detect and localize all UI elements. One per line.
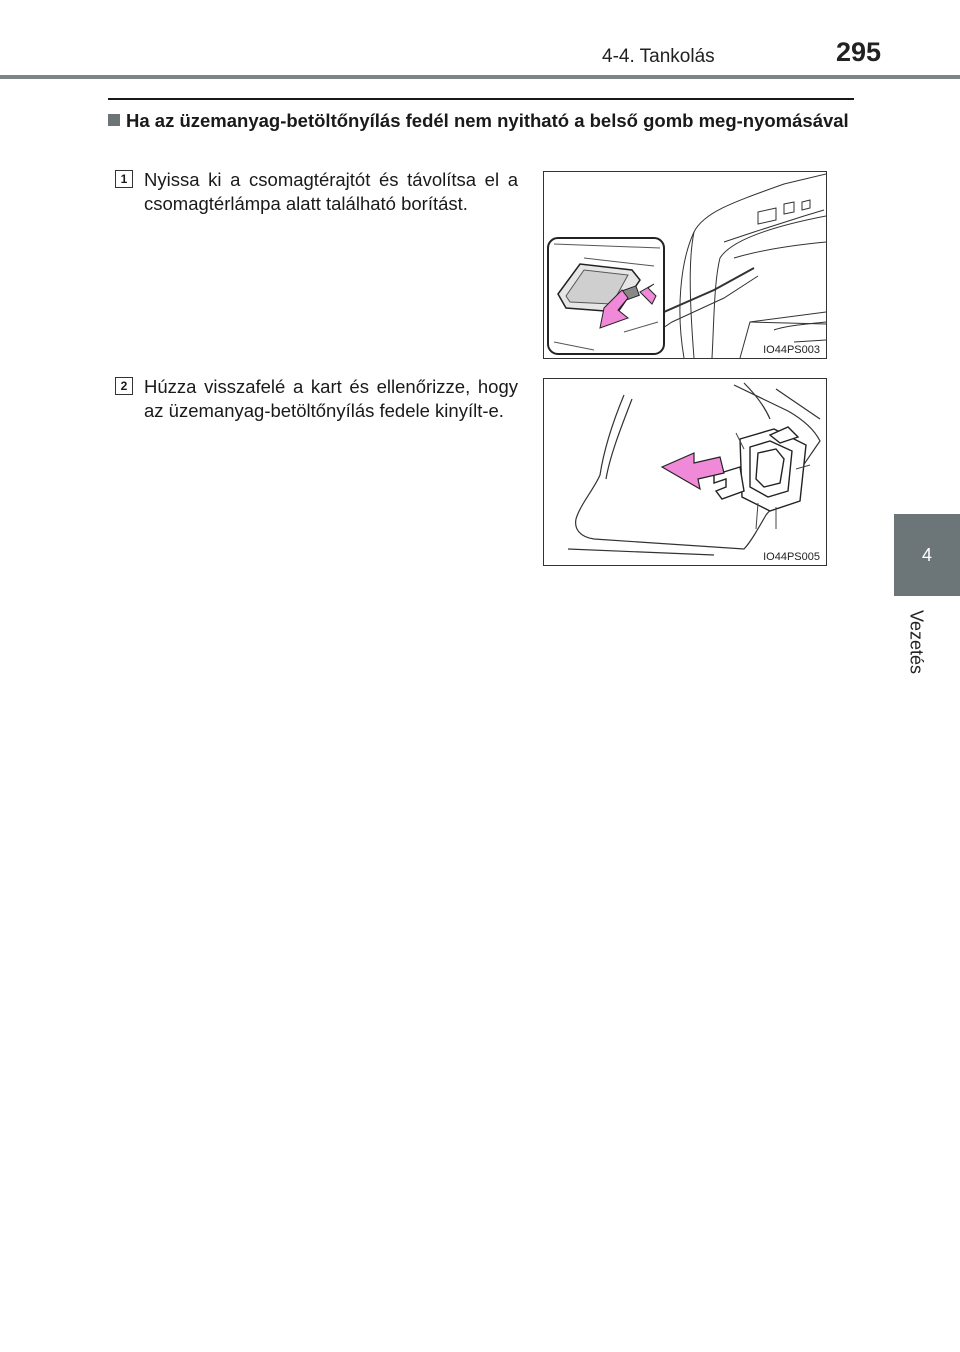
chapter-label: Vezetés [906,610,927,675]
step-text-1: Nyissa ki a csomagtérajtót és távolítsa el a csomagtérlámpa alatt található borítást. [144,169,518,214]
figure-trunk-cover [543,171,827,359]
header-rule [0,75,960,79]
figure-fuel-lever [543,378,827,566]
topic-heading [108,110,854,132]
figure-code-2: IO44PS005 [763,551,820,563]
step-number-2: 2 [115,377,133,395]
section-title: 4-4. Tankolás [602,46,715,67]
chapter-number: 4 [921,544,932,565]
topic-title: Ha az üzemanyag-betöltőnyílás fedél nem nyitható a belső gomb meg-nyomásával [126,110,849,131]
step-text-2: Húzza visszafelé a kart és ellenőrizze, hogy az üzemanyag-betöltőnyílás fedele kinyílt-e. [144,376,518,421]
square-bullet-icon [108,114,120,126]
figure-code-1: IO44PS003 [763,344,820,356]
step-number-1: 1 [115,170,133,188]
topic-rule [108,98,854,100]
fuel-lever-illustration [544,379,827,566]
chapter-tab[interactable] [894,514,960,596]
trunk-illustration [544,172,827,359]
page-number: 295 [836,37,882,67]
